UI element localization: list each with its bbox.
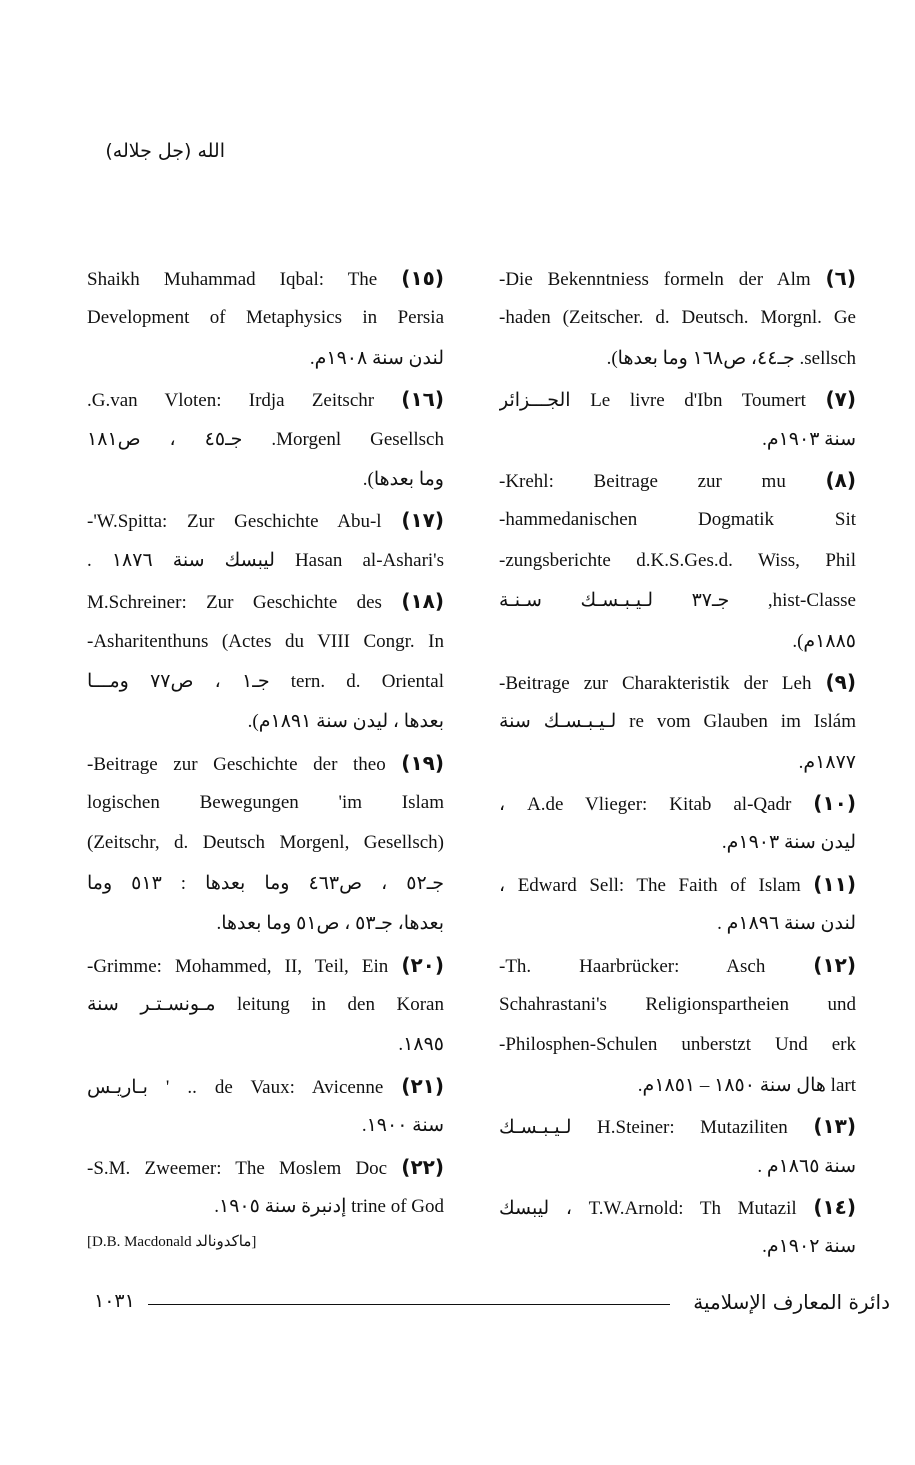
text-line [499, 581, 856, 621]
text-line [87, 864, 444, 904]
line-text: T.W.Arnold: Th Mutazil ، ليبسك [499, 1197, 797, 1219]
line-text: Krehl: Beitrage zur mu- [499, 470, 786, 492]
text-line [499, 500, 856, 540]
line-text: (Zeitschr, d. Deutsch Morgenl, Gesellsch) [87, 832, 444, 854]
text-line [499, 662, 856, 702]
line-text: haden (Zeitscher. d. Deutsch. Morgnl. Ge- [499, 307, 856, 329]
text-line [87, 904, 444, 944]
note-number: (١٤) [813, 1194, 856, 1219]
line-text: hist-Classe, جـ٣٧ لـيـبـسـك سـنـة [499, 590, 856, 612]
text-line [87, 379, 444, 419]
line-text: Grimme: Mohammed, II, Teil, Ein- [87, 955, 389, 977]
note-number: (١٦) [401, 387, 444, 412]
line-text: سنة ١٩٠٢م. [762, 1236, 856, 1258]
page-header: الله (جل جلاله) [105, 140, 225, 162]
left-column [87, 258, 444, 1227]
text-line [499, 1187, 856, 1227]
line-text: Beitrage zur Charakteristik der Leh- [499, 672, 812, 694]
note-number: (٦) [825, 266, 856, 290]
text-line [87, 945, 444, 985]
text-line [499, 1106, 856, 1146]
note-number: (١٢) [813, 952, 856, 977]
line-text: Die Bekenntniess formeln der Alm- [499, 269, 811, 290]
line-text: Shaikh Muhammad Iqbal: The [87, 269, 378, 290]
text-line [87, 783, 444, 823]
note-number: (١٧) [401, 508, 444, 533]
line-text: وما بعدها). [362, 468, 444, 490]
text-line [499, 1227, 856, 1267]
text-line [87, 460, 444, 500]
line-text: zungsberichte d.K.S.Ges.d. Wiss, Phil- [499, 549, 856, 571]
text-line [499, 945, 856, 985]
right-column [499, 258, 856, 1268]
line-text: de Vaux: Avicenne .. ' بـاريـس [87, 1076, 384, 1098]
line-text: H.Steiner: Mutaziliten لـيـبـسـك [499, 1117, 788, 1139]
text-line [87, 1025, 444, 1065]
line-text: ١٨٧٧م. [798, 751, 856, 773]
line-text: Schahrastani's Religionspartheien und [499, 994, 856, 1016]
note-number: (١٥) [401, 266, 444, 290]
line-text: سنة ١٩٠٠. [361, 1115, 444, 1137]
note-number: (٧) [825, 387, 856, 412]
line-text: سنة ١٩٠٣م. [762, 428, 856, 450]
note-number: (٩) [825, 669, 856, 694]
line-text: logischen Bewegungen 'im Islam [87, 792, 444, 814]
note-number: (١٣) [813, 1114, 856, 1139]
line-text: W.Spitta: Zur Geschichte Abu-l'- [87, 511, 382, 533]
line-text: لندن سنة ١٨٩٦م . [717, 913, 856, 935]
note-number: (٨) [825, 467, 856, 492]
line-text: G.van Vloten: Irdja Zeitschr. [87, 390, 375, 412]
text-line [499, 743, 856, 783]
footer-rule [148, 1304, 670, 1305]
note-number: (١٨) [401, 589, 444, 614]
text-line [499, 339, 856, 379]
line-text: leitung in den Koran مـونسـتـر سنة [87, 994, 444, 1016]
text-line [87, 1147, 444, 1187]
note-number: (٢٠) [401, 952, 444, 977]
text-line [499, 864, 856, 904]
text-line [499, 904, 856, 944]
text-line [87, 1187, 444, 1227]
text-line [87, 702, 444, 742]
text-line [87, 420, 444, 460]
page-number: ١٠٣١ [94, 1290, 135, 1312]
text-line [87, 298, 444, 338]
line-text: ليدن سنة ١٩٠٣م. [721, 832, 856, 854]
line-text: re vom Glauben im Islám لـيـبـسـك سنة [499, 711, 856, 733]
text-line [499, 541, 856, 581]
footer-title: دائرة المعارف الإسلامية [693, 1290, 890, 1314]
text-line [87, 1106, 444, 1146]
line-text: ١٨٨٥م). [792, 630, 856, 652]
text-line [499, 258, 856, 298]
note-number: (٢١) [401, 1073, 444, 1098]
text-line [499, 1025, 856, 1065]
line-text: Morgenl Gesellsch. جـ٤٥ ، ص١٨١ [87, 428, 444, 450]
line-text: سنة ١٨٦٥م . [757, 1155, 856, 1177]
text-line [499, 420, 856, 460]
line-text: trine of God إدنبرة سنة ١٩٠٥. [214, 1195, 444, 1217]
text-line [499, 298, 856, 338]
text-line [499, 783, 856, 823]
note-number: (٢٢) [401, 1154, 444, 1179]
column-footnote: [ماكدونالد D.B. Macdonald] [87, 1234, 257, 1250]
line-text: hammedanischen Dogmatik Sit- [499, 509, 856, 531]
text-line [87, 500, 444, 540]
line-text: Philosphen-Schulen unberstzt Und erk- [499, 1034, 856, 1056]
line-text: ١٨٩٥. [398, 1034, 444, 1056]
text-line [87, 743, 444, 783]
text-line [499, 460, 856, 500]
text-line [499, 702, 856, 742]
page-footer [94, 1290, 890, 1320]
line-text: لندن سنة ١٩٠٨م. [309, 347, 444, 369]
text-line [499, 985, 856, 1025]
line-text: Beitrage zur Geschichte der theo- [87, 753, 386, 775]
note-number: (١٩) [401, 750, 444, 775]
line-text: بعدها، جـ٥٣ ، ص٥١ وما بعدها. [216, 913, 444, 935]
text-line [87, 1066, 444, 1106]
line-text: lart هال سنة ١٨٥٠ – ١٨٥١م. [637, 1074, 856, 1096]
line-text: sellsch. جـ٤٤، ص١٦٨ وما بعدها). [606, 347, 856, 369]
line-text: جـ٥٢ ، ص٤٦٣ وما بعدها : ٥١٣ وما [87, 872, 444, 894]
text-line [499, 1147, 856, 1187]
text-line [87, 622, 444, 662]
text-line [87, 541, 444, 581]
line-text: بعدها ، ليدن سنة ١٨٩١م). [247, 711, 444, 733]
text-line [499, 379, 856, 419]
line-text: Le livre d'Ibn Toumert الجـــزائر [499, 390, 806, 412]
line-text: tern. d. Oriental جـ١ ، ص٧٧ ومـــا [87, 670, 444, 692]
text-line [87, 662, 444, 702]
text-line [87, 985, 444, 1025]
text-line [87, 258, 444, 298]
text-line [499, 1066, 856, 1106]
text-line [87, 581, 444, 621]
text-line [499, 823, 856, 863]
text-line [499, 622, 856, 662]
note-number: (١١) [813, 871, 856, 896]
line-text: Hasan al-Ashari's ليبسك سنة ١٨٧٦ . [87, 549, 444, 571]
line-text: S.M. Zweemer: The Moslem Doc- [87, 1157, 388, 1179]
line-text: M.Schreiner: Zur Geschichte des [87, 592, 382, 614]
line-text: Asharitenthuns (Actes du VIII Congr. In- [87, 630, 444, 652]
line-text: Development of Metaphysics in Persia [87, 307, 444, 329]
text-line [87, 339, 444, 379]
line-text: Edward Sell: The Faith of Islam ، [499, 874, 801, 896]
text-line [87, 823, 444, 863]
line-text: A.de Vlieger: Kitab al-Qadr ، [499, 794, 792, 816]
line-text: Th. Haarbrücker: Asch- [499, 955, 766, 977]
note-number: (١٠) [813, 791, 856, 816]
